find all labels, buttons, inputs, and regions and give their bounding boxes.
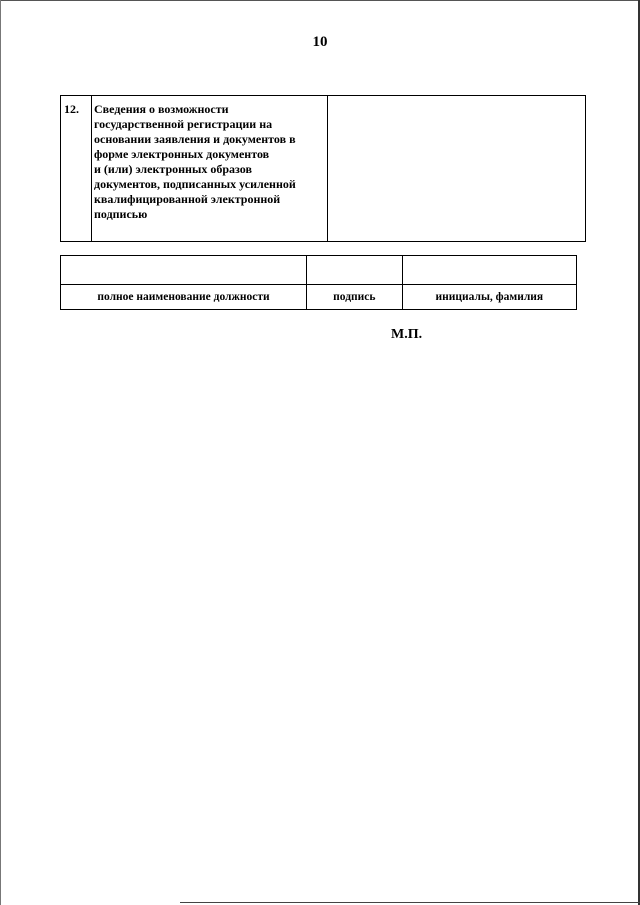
- item-description-line: форме электронных документов: [94, 147, 270, 161]
- table-row: [61, 256, 577, 285]
- stamp-label: М.П.: [391, 327, 423, 342]
- position-field: [61, 256, 307, 285]
- item-number: 12.: [61, 96, 92, 242]
- signature-table: [60, 255, 577, 310]
- scan-edge-bottom: [180, 902, 640, 903]
- page-number: 10: [312, 34, 328, 50]
- scan-edge-left: [0, 0, 1, 905]
- item-description-line: основании заявления и документов в: [94, 132, 296, 146]
- item-description-line: Сведения о возможности: [94, 102, 229, 116]
- item-description-line: квалифицированной электронной: [94, 192, 281, 206]
- signature-label: подпись: [306, 285, 402, 310]
- item-description-line: документов, подписанных усиленной: [94, 177, 296, 191]
- table-row: [61, 96, 586, 242]
- item-description: [92, 96, 328, 242]
- position-label: полное наименование должности: [61, 285, 307, 310]
- name-label: инициалы, фамилия: [402, 285, 576, 310]
- item-description-line: и (или) электронных образов: [94, 162, 252, 176]
- scan-edge-top: [0, 0, 640, 1]
- item-description-line: подписью: [94, 207, 148, 221]
- item-description-line: государственной регистрации на: [94, 117, 273, 131]
- signature-field: [306, 256, 402, 285]
- registration-info-table: [60, 95, 586, 242]
- name-field: [402, 256, 576, 285]
- item-value-cell: [328, 96, 586, 242]
- table-row: [61, 285, 577, 310]
